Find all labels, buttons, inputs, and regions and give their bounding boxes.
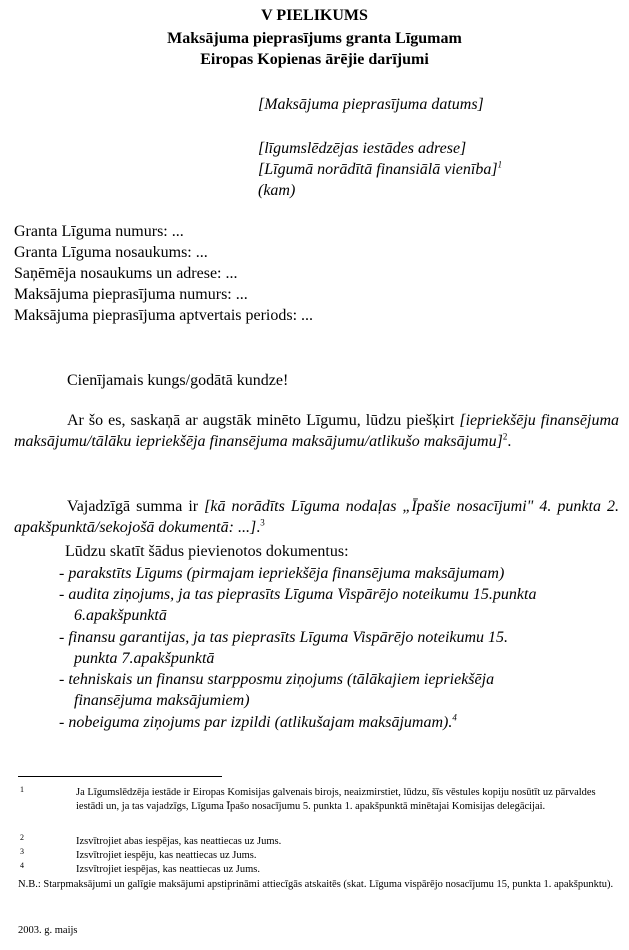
documents-intro: Lūdzu skatīt šādus pievienotos dokumentus:: [65, 543, 349, 560]
footnote-number: 3: [20, 847, 24, 856]
document-item-guarantee-cont: punkta 7.apakšpunktā: [74, 650, 215, 667]
request-date-placeholder: [Maksājuma pieprasījuma datums]: [258, 96, 484, 113]
meta-grant-number: Granta Līguma numurs: ...: [14, 223, 184, 240]
document-date: 2003. g. maijs: [18, 925, 78, 936]
footnote-ref-4: 4: [452, 712, 457, 723]
finance-unit-placeholder: [258, 160, 502, 180]
document-item-final-report-text: - nobeiguma ziņojums par izpildi (atlikušajam maksājumam).: [59, 714, 453, 731]
recipient-placeholder: (kam): [258, 182, 296, 199]
meta-grant-name: Granta Līguma nosaukums: ...: [14, 244, 208, 261]
footnote-number: 2: [20, 833, 24, 842]
paragraph-2-reference: [kā norādīts Līguma nodaļas „Īpašie nosacījumi" 4. punkta 2. apakšpunktā/sekojošā dokumentā: ...]: [14, 498, 619, 536]
paragraph-2: [14, 496, 619, 538]
footnote-ref-3: 3: [260, 517, 265, 528]
footnote-text: Izsvītrojiet iespējas, kas neattiecas uz Jums.: [76, 864, 260, 875]
footnote-separator: [18, 776, 222, 777]
footnote-number: 1: [20, 785, 24, 794]
footnote-text: Izsvītrojiet abas iespējas, kas neattiecas uz Jums.: [76, 836, 282, 847]
paragraph-1-options: [iepriekšēju finansējuma maksājumu/tālāku iepriekšēja finansējuma maksājumu/atlikušo maksājumu]: [14, 412, 620, 450]
document-item-final-report: [59, 712, 457, 733]
document-item-audit: - audita ziņojums, ja tas pieprasīts Līguma Vispārējo noteikumu 15.punkta: [59, 586, 537, 603]
document-item-guarantee: - finansu garantijas, ja tas pieprasīts Līguma Vispārējo noteikumu 15.: [59, 629, 509, 646]
meta-recipient: Saņēmēja nosaukums un adrese: ...: [14, 265, 238, 282]
footnote-text: Izsvītrojiet iespēju, kas neattiecas uz Jums.: [76, 850, 257, 861]
document-item-interim-report: - tehniskais un finansu starpposmu ziņojums (tālākajiem iepriekšēja: [59, 671, 495, 688]
footnote-text: Ja Līgumslēdzēja iestāde ir Eiropas Komisijas galvenais birojs, neaizmirstiet, lūdzu, šīs vēstules kopiju nosūtīt uz pārvaldes iestādi un, ja tas vajadzīgs, Līguma Īpašo nosacījumu 5. punkta 1. apakšpunktā minētajai Komisijas delegācijai.: [76, 787, 596, 812]
annex-title: V PIELIKUMS: [261, 7, 368, 24]
paragraph-1: [14, 410, 619, 452]
footnote-number: 4: [20, 861, 24, 870]
document-item-contract: - parakstīts Līgums (pirmajam iepriekšēja finansējuma maksājumam): [59, 565, 505, 582]
paragraph-2-end: .: [256, 519, 261, 536]
document-subtitle: Maksājuma pieprasījums granta Līgumam: [167, 30, 462, 47]
paragraph-2-lead: Vajadzīgā summa ir: [67, 498, 205, 515]
footnote-ref-2: 2: [502, 431, 508, 442]
authority-address-placeholder: [līgumslēdzējas iestādes adrese]: [258, 140, 467, 157]
finance-unit-text: [Līgumā norādītā finansiālā vienība]: [258, 161, 498, 178]
footnote-ref-1: 1: [497, 159, 503, 170]
document-item-audit-cont: 6.apakšpunktā: [74, 607, 167, 624]
paragraph-1-lead: Ar šo es, saskaņā ar augstāk minēto Līgumu, lūdzu piešķirt: [67, 412, 460, 429]
document-subtitle-2: Eiropas Kopienas ārējie darījumi: [200, 51, 429, 68]
meta-request-number: Maksājuma pieprasījuma numurs: ...: [14, 286, 248, 303]
paragraph-1-end: .: [507, 433, 512, 450]
salutation: Cienījamais kungs/godātā kundze!: [67, 372, 289, 389]
document-item-interim-report-cont: finansējuma maksājumiem): [74, 692, 250, 709]
meta-period: Maksājuma pieprasījuma aptvertais periods: ...: [14, 307, 314, 324]
nb-note: N.B.: Starpmaksājumi un galīgie maksājumi apstiprināmi attiecīgās atskaitēs (skat. Līguma vispārējo nosacījumu 15, punkta 1. apakšpunktu).: [18, 879, 614, 890]
